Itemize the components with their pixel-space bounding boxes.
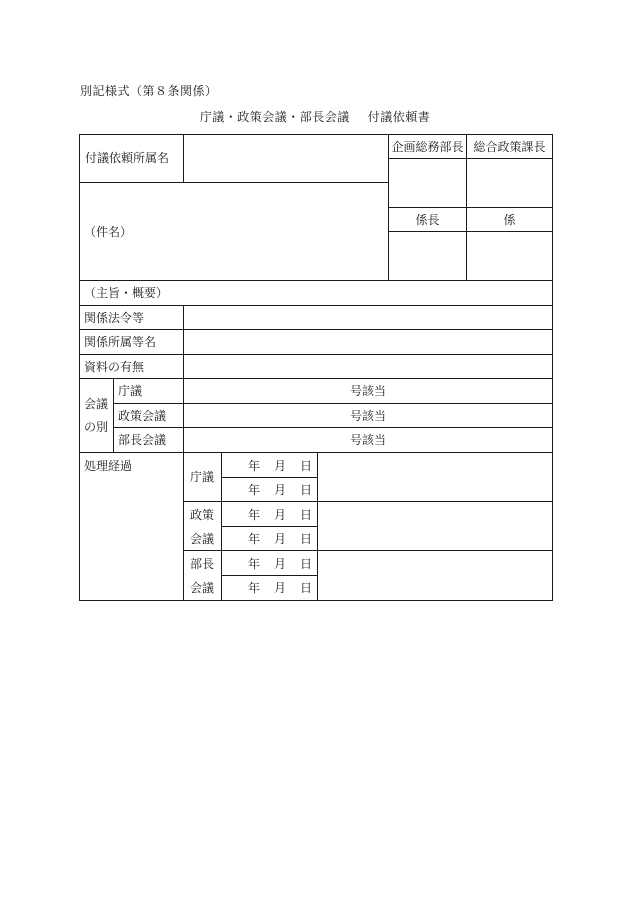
date-month: 月 <box>274 557 287 571</box>
related-dept-label: 関係所属等名 <box>84 335 157 349</box>
process-group-label: 会議 <box>190 581 215 595</box>
purpose-label: （主旨・概要） <box>84 286 169 300</box>
table-rule <box>183 452 184 601</box>
table-rule <box>221 575 317 576</box>
date-year: 年 <box>248 483 261 497</box>
table-rule <box>79 305 552 306</box>
table-border-bottom <box>79 600 553 601</box>
approval-header-staff: 係 <box>503 213 516 227</box>
date-year: 年 <box>248 557 261 571</box>
table-rule <box>183 305 184 453</box>
date-year: 年 <box>248 508 261 522</box>
process-group-label: 庁議 <box>190 470 215 484</box>
laws-label: 関係法令等 <box>84 311 145 325</box>
process-group-label: 政策 <box>190 508 215 522</box>
date-day: 日 <box>300 483 313 497</box>
table-rule <box>183 501 552 502</box>
approval-header-director: 企画総務部長 <box>391 140 464 154</box>
date-day: 日 <box>300 532 313 546</box>
date-month: 月 <box>274 508 287 522</box>
approval-header-subsection-chief: 係長 <box>415 213 440 227</box>
date-month: 月 <box>274 581 287 595</box>
meeting-type-suffix: 号該当 <box>349 433 386 447</box>
table-rule <box>79 354 552 355</box>
meeting-type-label: 庁議 <box>118 384 143 398</box>
table-rule <box>388 231 552 232</box>
document-title-main: 庁議・政策会議・部長会議 <box>199 110 350 124</box>
subject-label: （件名） <box>84 225 133 239</box>
date-year: 年 <box>248 459 261 473</box>
meeting-type-suffix: 号該当 <box>349 409 386 423</box>
date-day: 日 <box>300 557 313 571</box>
table-rule <box>388 207 552 208</box>
table-rule <box>79 378 552 379</box>
process-group-label: 会議 <box>190 532 215 546</box>
document-title-sub: 付議依頼書 <box>367 110 431 124</box>
table-rule <box>113 403 552 404</box>
table-rule <box>221 452 222 601</box>
process-label: 処理経過 <box>84 459 133 473</box>
table-rule <box>388 134 389 281</box>
table-rule <box>113 378 114 453</box>
date-day: 日 <box>300 459 313 473</box>
date-month: 月 <box>274 532 287 546</box>
approval-header-section-chief: 総合政策課長 <box>473 140 546 154</box>
table-rule <box>221 477 317 478</box>
form-reference: 別記様式（第８条関係） <box>80 84 218 98</box>
table-rule <box>79 280 552 281</box>
date-year: 年 <box>248 581 261 595</box>
table-rule <box>79 452 552 453</box>
table-border-right <box>552 134 553 601</box>
process-group-label: 部長 <box>190 557 215 571</box>
table-rule <box>221 526 317 527</box>
table-rule <box>183 550 552 551</box>
table-rule <box>466 134 467 281</box>
meeting-type-label: 政策会議 <box>118 409 167 423</box>
table-rule <box>79 329 552 330</box>
table-rule <box>113 427 552 428</box>
dept-label: 付議依頼所属名 <box>85 151 170 165</box>
meeting-type-label-line1: 会議 <box>84 397 109 411</box>
date-year: 年 <box>248 532 261 546</box>
meeting-type-label-line2: の別 <box>84 420 109 434</box>
date-month: 月 <box>274 483 287 497</box>
document-title <box>0 108 630 125</box>
meeting-type-suffix: 号該当 <box>349 384 386 398</box>
table-rule <box>183 134 184 183</box>
table-rule <box>388 158 552 159</box>
meeting-type-label: 部長会議 <box>118 433 167 447</box>
table-rule <box>79 182 388 183</box>
date-day: 日 <box>300 581 313 595</box>
table-border-top <box>79 134 552 135</box>
date-month: 月 <box>274 459 287 473</box>
materials-label: 資料の有無 <box>84 360 145 374</box>
table-border-left <box>79 134 80 601</box>
date-day: 日 <box>300 508 313 522</box>
table-rule <box>317 452 318 601</box>
